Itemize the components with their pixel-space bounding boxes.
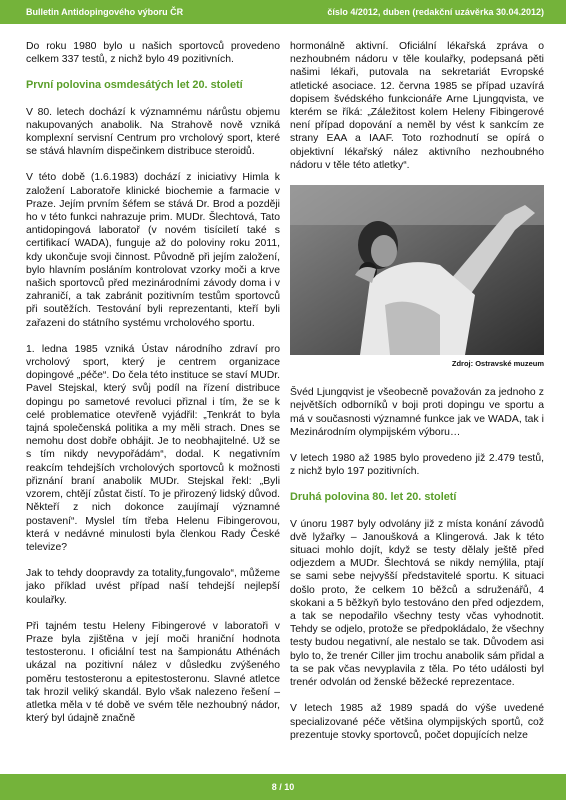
section-heading: Druhá polovina 80. let 20. století [290,491,457,504]
page-number: 8 / 10 [271,782,295,792]
section-heading: První polovina osmdesátých let 20. století [26,79,243,92]
paragraph: Do roku 1980 bylo u našich sportovců provedeno celkem 337 testů, z nichž bylo 49 pozitivních. [26,41,280,66]
paragraph: Při tajném testu Heleny Fibingerové v laboratoři v Praze byla zjištěna v její moči hraniční hodnota testosteronu. I oficiální test na šampionátu Athénách ukázal na pozitivní nález v důsledku zvýšeného poměru testosteronu a epitestosteronu. Slavné atletce tak hrozil veliký skandál. Bylo však nalezeno řešení – atletka měla v té době ve svém těle nezhoubný nádor, který byl údajně značně [26,620,280,725]
issue-info: číslo 4/2012, duben (redakční uzávěrka 30.04.2012) [327,7,544,17]
paragraph: 1. ledna 1985 vzniká Ústav národního zdraví pro vrcholový sport, který je centrem organizace dopingové „péče“. Do čela této instituce se staví MUDr. Pavel Stejskal, který svůj podíl na řízení distribuce dopingu po sametové revoluci přiznal i tím, že se k celé problematice otevřeně vyjádřil: „Tenkrát to byla tajná společenská politika a my měli strach. Dnes se nemohu dost dobře obhájit. Je to neobhajitelné. Už se s tím nikdy nevypořádám“, dodal. K negativním reakcím tehdejších vrcholových sportovců k možnosti přiznání braní anabolik MUDr. Stejskal řekl: „Byli vzorem, chtějí zůstat čistí. To je přirozený lidský důvod. Někteří z nich dokonce zaujímají významné postavení“. Myslel tím třeba Helenu Fibingerovou, která v nedávné minulosti byla členkou Rady České televize? [26,343,280,553]
photo-caption: Zdroj: Ostravské muzeum [451,359,544,369]
paragraph: V 80. letech dochází k významnému nárůstu objemu nakupovaných anabolik. Na Strahově nově vzniká komplexní servisní Centrum pro vrcholový sport, které se stává hlavním dispečinkem distribuce steroidů. [26,106,280,158]
bulletin-title: Bulletin Antidopingového výboru ČR [26,7,184,17]
paragraph: V letech 1985 až 1989 spadá do výše uvedené specializované péče většina olympijských sportů, což prezentuje stovky sportovců, počet dopujících nelze [290,703,544,741]
paragraph: V únoru 1987 byly odvolány již z místa konání závodů dvě lyžařky – Janoušková a Klingerová. Jak k této situaci mohlo dojít, když se testy dělaly ještě před odjezdem a MUDr. Šlechtová se nikdy nemýlila, ptají se sami sebe nejvyšší představitelé sportu. K situaci došlo proto, že celkem 10 běžců a sdruženářů, 4 skokani a 5 běžkyň bylo testováno den před odjezdem, a tak se nepodařilo všechny testy včas vyhodnotit. Tehdy se odjelo, protože se předpokládalo, že všechny testy budou negativní, ale nestalo se tak. Důvodem asi bylo to, že trenér Ciller jim trochu anabolik sám přidal a ta se pak včas nevyplavila z těla. Po této události byl trenér odvolán od ženské běžecké reprezentace. [290,518,544,689]
paragraph: V letech 1980 až 1985 bylo provedeno již 2.479 testů, z nichž bylo 197 pozitivních. [290,453,544,478]
left-column [26,40,280,738]
paragraph: Švéd Ljungqvist je všeobecně považován za jednoho z největších odborníků v boji proti dopingu ve sportu a má v současnosti významné funkce jak ve WADA, tak i Mezinárodním olympijském výboru… [290,387,544,438]
athlete-photo-image [290,185,544,355]
shot-put-athlete-photo [290,185,544,355]
paragraph: Jak to tehdy doopravdy za totality„fungovalo“, můžeme jako příklad uvést případ naší tehdejší nejlepší koulařky. [26,568,280,606]
page-footer [0,774,566,800]
page-header [0,0,566,24]
paragraph: hormonálně aktivní. Oficiální lékařská zpráva o nezhoubném nádoru v těle koulařky, podepsaná pěti našimi lékaři, putovala na sekretariát Evropské atletické asociace. 12. června 1985 se případ uzavírá dopisem švédského funkcionáře Arne Ljungqvista, ve kterém se říká: „Záležitost kolem Heleny Fibingerové není případ dopování a neměl by vést k sankcím ze strany EAA a IAAF. Toto rozhodnutí se opírá o objektivní lékařský nález aktivního nezhoubného nádoru v těle této atletky“. [290,41,544,171]
paragraph: V této době (1.6.1983) dochází z iniciativy Himla k založení Laboratoře klinické biochemie a farmacie v Praze. Jejím prvním šéfem se stává Dr. Brod a později ho v této funkci nahrazuje prim. MUDr. Šlechtová, Tato antidopingová laboratoř (v novém tisíciletí také s certifikací WADA), funguje až do poloviny roku 2011, kdy ukončuje svoji činnost. Původně při jejím založení, bylo hlavním posláním kontrolovat vzorky moči a krve našich sportovců před mezinárodními závody doma i v zahraničí, a tak zabránit pozitivním testům sportovců při soutěžích. Testování byli reprezentanti, kteří byli zařazeni do státního systému vrcholového sportu. [26,172,280,329]
right-column [290,40,544,755]
